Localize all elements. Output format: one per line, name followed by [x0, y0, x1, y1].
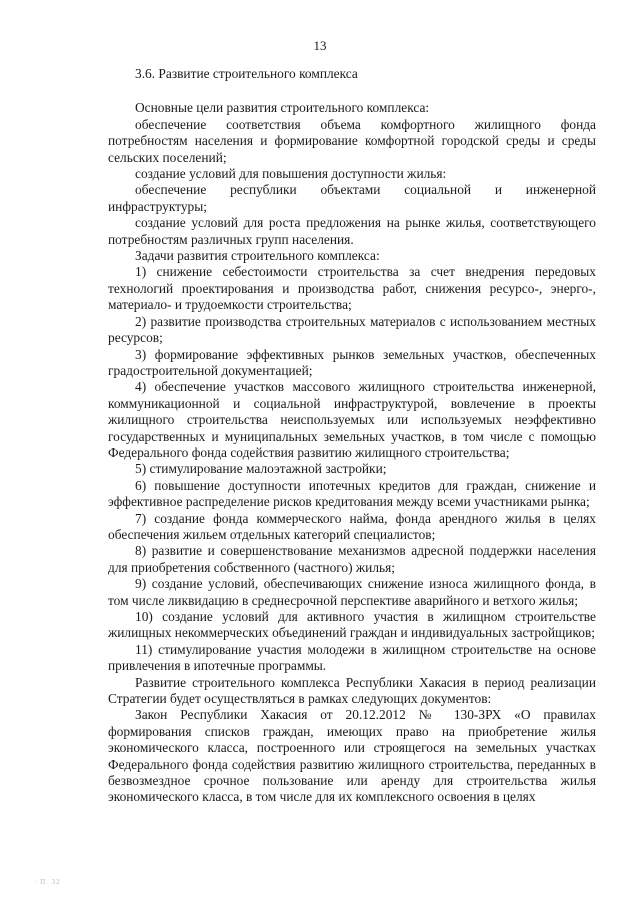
paragraph: создание условий для повышения доступности жилья: — [135, 166, 447, 182]
paragraph: создание условий для роста предложения на рынке жилья, соответствующего потребностям различных групп населения. — [108, 215, 596, 247]
list-item: 3) формирование эффективных рынков земельных участков, обеспеченных градостроительной документацией; — [108, 346, 596, 378]
list-item: 11) стимулирование участия молодежи в жилищном строительстве на основе привлечения в ипотечные программы. — [108, 641, 596, 674]
list-item: 5) стимулирование малоэтажной застройки; — [135, 461, 387, 477]
paragraph: обеспечение соответствия объема комфортного жилищного фонда потребностям населения и формирование комфортной городской среды и среды сельских поселений; — [108, 116, 596, 165]
document-body — [108, 66, 596, 806]
list-item: 7) создание фонда коммерческого найма, фонда арендного жилья в целях обеспечения жильем отдельных категорий специалистов; — [108, 510, 596, 542]
paragraph: обеспечение республики объектами социальной и инженерной инфраструктуры; — [108, 182, 596, 214]
footer-stamp: · П. 32 — [34, 878, 61, 886]
list-item: 2) развитие производства строительных материалов с использованием местных ресурсов; — [108, 313, 596, 346]
list-item: 10) создание условий для активного участия в жилищном строительстве жилищных некоммерческих объединений граждан и индивидуальных застройщиков; — [108, 609, 596, 641]
list-item: 8) развитие и совершенствование механизмов адресной поддержки населения для приобретения собственного (частного) жилья; — [108, 543, 596, 575]
paragraph: Развитие строительного комплекса Республики Хакасия в период реализации Стратегии будет осуществляться в рамках следующих документов: — [108, 674, 596, 707]
list-item: 6) повышение доступности ипотечных кредитов для граждан, снижение и эффективное распределение рисков кредитования между всеми участниками рынка; — [108, 477, 596, 510]
page-number: 13 — [313, 38, 327, 53]
paragraph: Закон Республики Хакасия от 20.12.2012 № 130-ЗРХ «О правилах формирования списков граждан, имеющих право на приобретение жилья экономического класса, построенного или строящегося на земельных участках Федерального фонда содействия развитию жилищного строительства, переданных в безвозмездное срочное пользование или аренду для строительства жилья экономического класса, в том числе для их комплексного освоения в целях — [108, 707, 596, 805]
list-item: 4) обеспечение участков массового жилищного строительства инженерной, коммуникационной и социальной инфраструктурой, вовлечение в проекты жилищного строительства неиспользуемых или используемых неэффективно государственных и муниципальных земельных участков, в том числе с помощью Федерального фонда содействия развитию жилищного строительства; — [108, 379, 596, 460]
list-item: 1) снижение себестоимости строительства за счет внедрения передовых технологий проектирования и производства работ, снижения ресурсо-, энерго-, материало- и трудоемкости строительства; — [108, 264, 596, 313]
section-heading: 3.6. Развитие строительного комплекса — [135, 66, 358, 81]
paragraph: Задачи развития строительного комплекса: — [135, 248, 380, 264]
list-item: 9) создание условий, обеспечивающих снижение износа жилищного фонда, в том числе ликвидацию в среднесрочной перспективе аварийного и ветхого жилья; — [108, 576, 596, 608]
paragraph: Основные цели развития строительного комплекса: — [135, 100, 430, 116]
